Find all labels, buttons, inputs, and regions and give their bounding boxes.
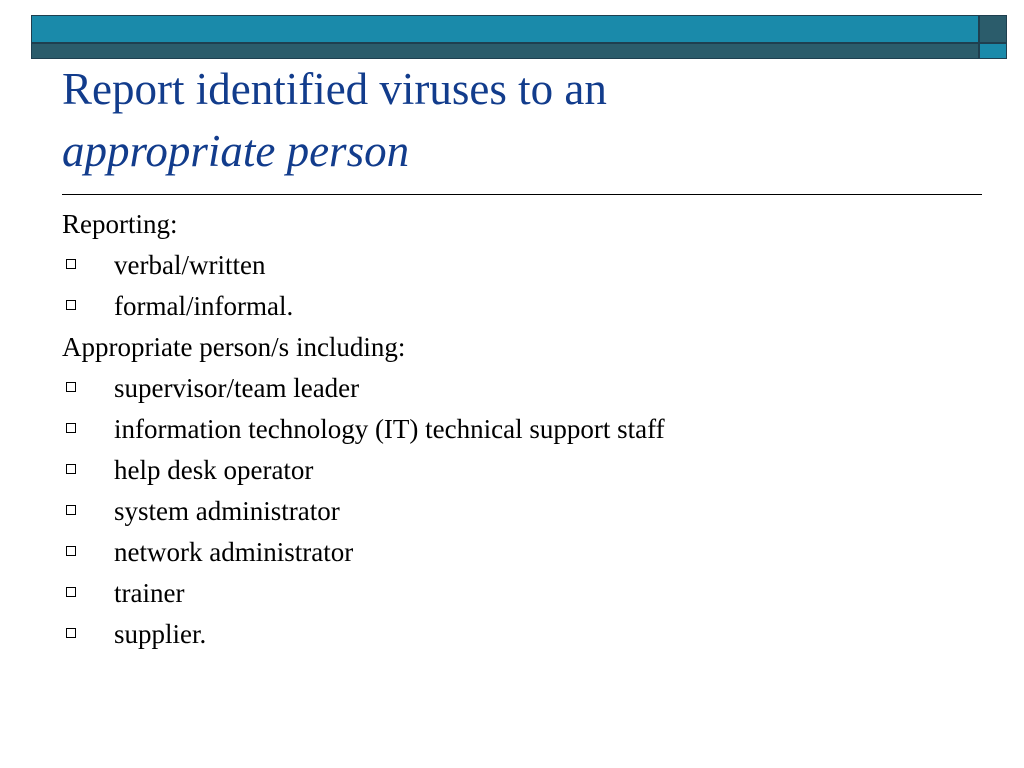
title-underline <box>62 194 982 195</box>
list-item-text: formal/informal. <box>114 291 294 321</box>
list-item <box>62 614 992 655</box>
list-item-text: information technology (IT) technical support staff <box>114 414 665 444</box>
hollow-square-bullet-icon <box>66 382 76 392</box>
hollow-square-bullet-icon <box>66 505 76 515</box>
list-item-text: help desk operator <box>114 455 314 485</box>
section-heading: Reporting: <box>62 209 178 239</box>
list-item-text: supervisor/team leader <box>114 373 360 403</box>
header-band-dark <box>32 42 978 58</box>
list-item <box>62 409 992 450</box>
list-item-text: system administrator <box>114 496 340 526</box>
hollow-square-bullet-icon <box>66 628 76 638</box>
slide-title-line2: appropriate person <box>62 126 410 176</box>
slide-title <box>62 58 962 182</box>
header-decoration-bar <box>31 15 1007 59</box>
list-item <box>62 450 992 491</box>
header-band-light <box>32 16 978 42</box>
hollow-square-bullet-icon <box>66 587 76 597</box>
list-item-text: supplier. <box>114 619 207 649</box>
list-item <box>62 532 992 573</box>
list-item-text: verbal/written <box>114 250 266 280</box>
hollow-square-bullet-icon <box>66 423 76 433</box>
slide-body <box>62 204 992 655</box>
list-item <box>62 491 992 532</box>
hollow-square-bullet-icon <box>66 300 76 310</box>
hollow-square-bullet-icon <box>66 546 76 556</box>
list-item <box>62 368 992 409</box>
header-divider-horizontal <box>32 42 1007 44</box>
list-item <box>62 245 992 286</box>
section-heading: Appropriate person/s including: <box>62 332 406 362</box>
list-item-text: trainer <box>114 578 185 608</box>
header-square-light <box>980 44 1006 58</box>
list-item <box>62 286 992 327</box>
hollow-square-bullet-icon <box>66 464 76 474</box>
hollow-square-bullet-icon <box>66 259 76 269</box>
slide-title-line1: Report identified viruses to an <box>62 64 607 114</box>
list-item-text: network administrator <box>114 537 354 567</box>
header-square-dark <box>980 16 1006 42</box>
list-item <box>62 573 992 614</box>
